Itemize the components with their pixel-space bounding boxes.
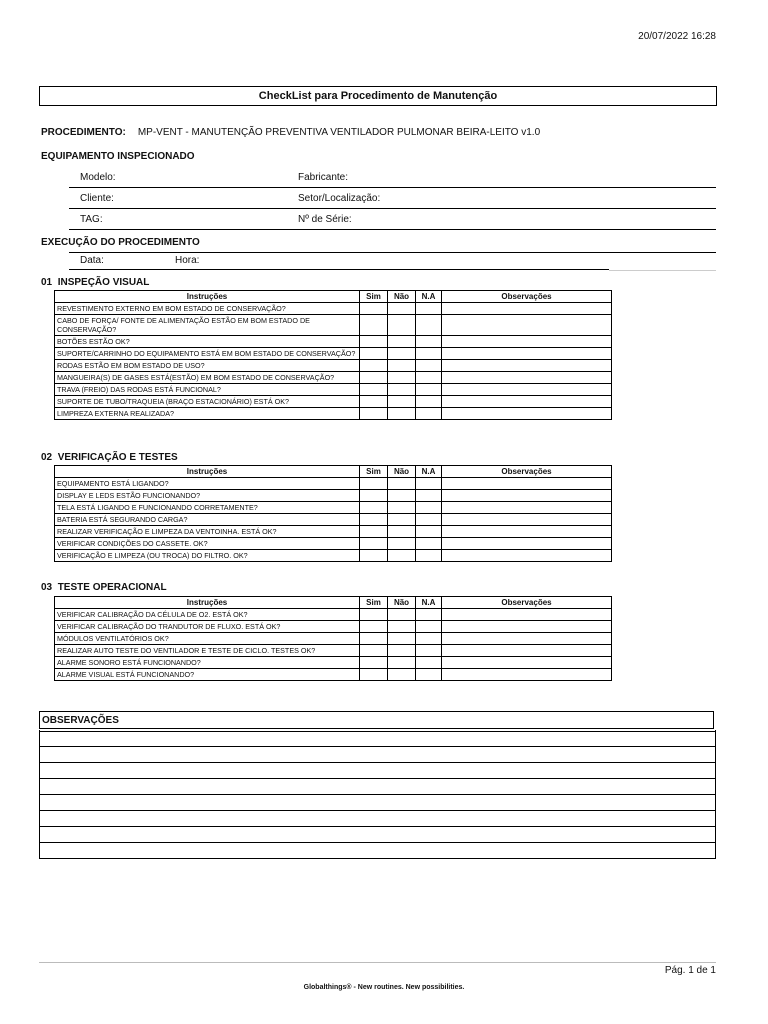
table-row (55, 384, 612, 396)
col-sim: Sim (360, 466, 388, 478)
execution-heading: EXECUÇÃO DO PROCEDIMENTO (41, 237, 200, 248)
nao-cell[interactable] (388, 384, 416, 396)
observation-cell[interactable] (442, 396, 612, 408)
execution-bottom-line (69, 269, 609, 270)
na-cell[interactable] (416, 478, 442, 490)
observations-heading: OBSERVAÇÕES (39, 711, 714, 729)
section-01-table (54, 290, 612, 420)
observation-cell[interactable] (442, 490, 612, 502)
footer-brand: Globalthings® - New routines. New possibilities. (303, 984, 465, 991)
observation-cell[interactable] (442, 550, 612, 562)
nao-cell[interactable] (388, 633, 416, 645)
table-row (55, 633, 612, 645)
execution-bottom-line-tail (609, 270, 716, 271)
observation-cell[interactable] (442, 633, 612, 645)
table-row (55, 396, 612, 408)
observation-cell[interactable] (442, 621, 612, 633)
sim-cell[interactable] (360, 669, 388, 681)
col-na: N.A (416, 291, 442, 303)
data-label: Data: (80, 255, 104, 266)
col-nao: Não (388, 597, 416, 609)
section-01-number: 01 (41, 277, 53, 288)
procedure-value: MP-VENT - MANUTENÇÃO PREVENTIVA VENTILADOR PULMONAR BEIRA-LEITO v1.0 (137, 127, 541, 138)
modelo-label: Modelo: (80, 172, 116, 183)
table-row (55, 657, 612, 669)
sim-cell[interactable] (360, 372, 388, 384)
nao-cell[interactable] (388, 303, 416, 315)
section-02-number: 02 (41, 452, 53, 463)
instruction-text: RODAS ESTÃO EM BOM ESTADO DE USO? (55, 360, 360, 372)
document-title: CheckList para Procedimento de Manutenção (39, 86, 717, 106)
observation-line[interactable] (39, 795, 716, 811)
procedure-line (41, 127, 540, 138)
instruction-text: TELA ESTÁ LIGANDO E FUNCIONANDO CORRETAMENTE? (55, 502, 360, 514)
nao-cell[interactable] (388, 514, 416, 526)
observation-line[interactable] (39, 763, 716, 779)
instruction-text: CABO DE FORÇA/ FONTE DE ALIMENTAÇÃO ESTÃO EM BOM ESTADO DE CONSERVAÇÃO? (55, 315, 360, 336)
table-header-row (55, 466, 612, 478)
observation-cell[interactable] (442, 315, 612, 336)
equipment-row-2 (69, 188, 716, 209)
section-03-heading (41, 582, 167, 593)
na-cell[interactable] (416, 348, 442, 360)
table-row (55, 478, 612, 490)
sim-cell[interactable] (360, 490, 388, 502)
na-cell[interactable] (416, 360, 442, 372)
sim-cell[interactable] (360, 526, 388, 538)
col-na: N.A (416, 597, 442, 609)
nao-cell[interactable] (388, 478, 416, 490)
section-03-number: 03 (41, 582, 53, 593)
sim-cell[interactable] (360, 645, 388, 657)
page-number: Pág. 1 de 1 (664, 965, 716, 976)
col-instrucoes: Instruções (55, 597, 360, 609)
sim-cell[interactable] (360, 609, 388, 621)
nao-cell[interactable] (388, 538, 416, 550)
nao-cell[interactable] (388, 396, 416, 408)
observation-cell[interactable] (442, 657, 612, 669)
na-cell[interactable] (416, 657, 442, 669)
observation-line[interactable] (39, 731, 716, 747)
observations-box (39, 711, 716, 861)
observation-cell[interactable] (442, 348, 612, 360)
table-row (55, 303, 612, 315)
na-cell[interactable] (416, 396, 442, 408)
instruction-text: BOTÕES ESTÃO OK? (55, 336, 360, 348)
instruction-text: BATERIA ESTÁ SEGURANDO CARGA? (55, 514, 360, 526)
nao-cell[interactable] (388, 372, 416, 384)
observation-cell[interactable] (442, 502, 612, 514)
nao-cell[interactable] (388, 360, 416, 372)
table-row (55, 408, 612, 420)
table-row (55, 372, 612, 384)
sim-cell[interactable] (360, 315, 388, 336)
equipment-heading: EQUIPAMENTO INSPECIONADO (41, 151, 195, 162)
na-cell[interactable] (416, 408, 442, 420)
nao-cell[interactable] (388, 621, 416, 633)
na-cell[interactable] (416, 609, 442, 621)
observation-cell[interactable] (442, 669, 612, 681)
observation-cell[interactable] (442, 478, 612, 490)
na-cell[interactable] (416, 621, 442, 633)
na-cell[interactable] (416, 538, 442, 550)
instruction-text: MANGUEIRA(S) DE GASES ESTÁ(ESTÃO) EM BOM ESTADO DE CONSERVAÇÃO? (55, 372, 360, 384)
instruction-text: REVESTIMENTO EXTERNO EM BOM ESTADO DE CONSERVAÇÃO? (55, 303, 360, 315)
observation-cell[interactable] (442, 372, 612, 384)
table-header-row (55, 291, 612, 303)
na-cell[interactable] (416, 502, 442, 514)
instruction-text: DISPLAY E LEDS ESTÃO FUNCIONANDO? (55, 490, 360, 502)
table-row (55, 621, 612, 633)
equipment-row-1 (69, 167, 716, 188)
sim-cell[interactable] (360, 502, 388, 514)
col-na: N.A (416, 466, 442, 478)
table-row (55, 538, 612, 550)
table-row (55, 360, 612, 372)
na-cell[interactable] (416, 526, 442, 538)
instruction-text: REALIZAR AUTO TESTE DO VENTILADOR E TESTE DE CICLO. TESTES OK? (55, 645, 360, 657)
procedure-label: PROCEDIMENTO: (41, 127, 126, 138)
instruction-text: ALARME VISUAL ESTÁ FUNCIONANDO? (55, 669, 360, 681)
sim-cell[interactable] (360, 514, 388, 526)
table-row (55, 514, 612, 526)
instruction-text: SUPORTE DE TUBO/TRAQUEIA (BRAÇO ESTACIONÁRIO) ESTÁ OK? (55, 396, 360, 408)
sim-cell[interactable] (360, 384, 388, 396)
nao-cell[interactable] (388, 609, 416, 621)
cliente-label: Cliente: (80, 193, 114, 204)
observation-cell[interactable] (442, 336, 612, 348)
col-observacoes: Observações (442, 597, 612, 609)
table-row (55, 550, 612, 562)
sim-cell[interactable] (360, 657, 388, 669)
nao-cell[interactable] (388, 669, 416, 681)
instruction-text: LIMPREZA EXTERNA REALIZADA? (55, 408, 360, 420)
sim-cell[interactable] (360, 360, 388, 372)
observation-line[interactable] (39, 811, 716, 827)
sim-cell[interactable] (360, 633, 388, 645)
na-cell[interactable] (416, 372, 442, 384)
nao-cell[interactable] (388, 645, 416, 657)
sim-cell[interactable] (360, 478, 388, 490)
serie-label: Nº de Série: (298, 214, 352, 225)
col-nao: Não (388, 291, 416, 303)
table-row (55, 336, 612, 348)
observation-cell[interactable] (442, 408, 612, 420)
observation-cell[interactable] (442, 526, 612, 538)
observation-cell[interactable] (442, 645, 612, 657)
observation-cell[interactable] (442, 538, 612, 550)
nao-cell[interactable] (388, 657, 416, 669)
table-row (55, 490, 612, 502)
na-cell[interactable] (416, 645, 442, 657)
col-sim: Sim (360, 291, 388, 303)
equipment-row-3 (69, 209, 716, 230)
sim-cell[interactable] (360, 396, 388, 408)
nao-cell[interactable] (388, 550, 416, 562)
table-row (55, 645, 612, 657)
nao-cell[interactable] (388, 315, 416, 336)
tag-label: TAG: (80, 214, 103, 225)
col-instrucoes: Instruções (55, 291, 360, 303)
nao-cell[interactable] (388, 526, 416, 538)
sim-cell[interactable] (360, 336, 388, 348)
hora-label: Hora: (175, 255, 200, 266)
instruction-text: TRAVA (FREIO) DAS RODAS ESTÁ FUNCIONAL? (55, 384, 360, 396)
sim-cell[interactable] (360, 550, 388, 562)
col-observacoes: Observações (442, 291, 612, 303)
na-cell[interactable] (416, 669, 442, 681)
nao-cell[interactable] (388, 502, 416, 514)
col-nao: Não (388, 466, 416, 478)
observation-line[interactable] (39, 827, 716, 843)
print-timestamp: 20/07/2022 16:28 (638, 31, 716, 42)
na-cell[interactable] (416, 303, 442, 315)
instruction-text: VERIFICAR CALIBRAÇÃO DA CÉLULA DE O2. ESTÁ OK? (55, 609, 360, 621)
instruction-text: VERIFICAÇÃO E LIMPEZA (OU TROCA) DO FILTRO. OK? (55, 550, 360, 562)
section-02-title: VERIFICAÇÃO E TESTES (57, 452, 178, 463)
section-03-table (54, 596, 612, 681)
observation-line[interactable] (39, 843, 716, 859)
col-observacoes: Observações (442, 466, 612, 478)
table-header-row (55, 597, 612, 609)
sim-cell[interactable] (360, 621, 388, 633)
observation-line[interactable] (39, 747, 716, 763)
observation-cell[interactable] (442, 384, 612, 396)
na-cell[interactable] (416, 633, 442, 645)
instruction-text: VERIFICAR CALIBRAÇÃO DO TRANDUTOR DE FLUXO. ESTÁ OK? (55, 621, 360, 633)
table-row (55, 669, 612, 681)
sim-cell[interactable] (360, 538, 388, 550)
section-01-heading (41, 277, 149, 288)
fabricante-label: Fabricante: (298, 172, 349, 183)
sim-cell[interactable] (360, 408, 388, 420)
setor-label: Setor/Localização: (298, 193, 381, 204)
table-row (55, 609, 612, 621)
na-cell[interactable] (416, 315, 442, 336)
instruction-text: REALIZAR VERIFICAÇÃO E LIMPEZA DA VENTOINHA. ESTÁ OK? (55, 526, 360, 538)
nao-cell[interactable] (388, 336, 416, 348)
instruction-text: SUPORTE/CARRINHO DO EQUIPAMENTO ESTÁ EM BOM ESTADO DE CONSERVAÇÃO? (55, 348, 360, 360)
table-row (55, 526, 612, 538)
section-03-title: TESTE OPERACIONAL (57, 582, 167, 593)
observation-cell[interactable] (442, 360, 612, 372)
observation-cell[interactable] (442, 303, 612, 315)
observation-cell[interactable] (442, 514, 612, 526)
nao-cell[interactable] (388, 348, 416, 360)
section-02-heading (41, 452, 178, 463)
table-row (55, 315, 612, 336)
section-01-title: INSPEÇÃO VISUAL (57, 277, 150, 288)
observation-line[interactable] (39, 779, 716, 795)
nao-cell[interactable] (388, 490, 416, 502)
section-02-table (54, 465, 612, 562)
sim-cell[interactable] (360, 348, 388, 360)
sim-cell[interactable] (360, 303, 388, 315)
instruction-text: ALARME SONORO ESTÁ FUNCIONANDO? (55, 657, 360, 669)
table-row (55, 502, 612, 514)
na-cell[interactable] (416, 336, 442, 348)
table-row (55, 348, 612, 360)
na-cell[interactable] (416, 514, 442, 526)
na-cell[interactable] (416, 384, 442, 396)
instruction-text: VERIFICAR CONDIÇÕES DO CASSETE. OK? (55, 538, 360, 550)
na-cell[interactable] (416, 550, 442, 562)
na-cell[interactable] (416, 490, 442, 502)
execution-top-line (69, 252, 716, 253)
nao-cell[interactable] (388, 408, 416, 420)
col-instrucoes: Instruções (55, 466, 360, 478)
footer-rule (39, 962, 716, 963)
observation-cell[interactable] (442, 609, 612, 621)
col-sim: Sim (360, 597, 388, 609)
instruction-text: EQUIPAMENTO ESTÁ LIGANDO? (55, 478, 360, 490)
instruction-text: MÓDULOS VENTILATÓRIOS OK? (55, 633, 360, 645)
